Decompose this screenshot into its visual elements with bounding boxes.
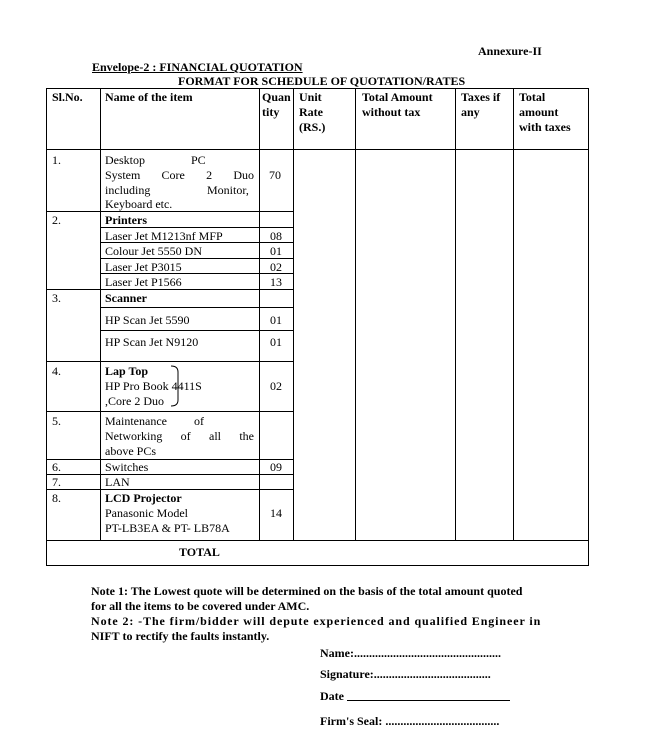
item-text: System Core 2 Duo <box>105 168 254 182</box>
col-header-twt-1: Total <box>519 90 546 104</box>
col-header-taxes-2: any <box>461 105 480 119</box>
item-text: of <box>194 414 204 428</box>
col-header-twt-3: with taxes <box>519 120 571 134</box>
note-1-line-2: for all the items to be covered under AMC. <box>91 599 310 613</box>
item-text: Laser Jet M1213nf MFP <box>105 229 223 243</box>
qty-value: 13 <box>270 275 282 289</box>
note-2-line-2: NIFT to rectify the faults instantly. <box>91 629 270 643</box>
item-text: LAN <box>105 475 130 489</box>
item-text: Laser Jet P3015 <box>105 260 182 274</box>
row-slno: 8. <box>52 491 61 505</box>
item-text: Maintenance <box>105 414 167 428</box>
row-slno: 5. <box>52 414 61 428</box>
total-label: TOTAL <box>179 545 220 559</box>
row-slno: 6. <box>52 460 61 474</box>
item-text: HP Pro Book 4411S <box>105 379 202 393</box>
item-text: above PCs <box>105 444 156 458</box>
item-text: ,Core 2 Duo <box>105 394 164 408</box>
qty-value: 02 <box>270 379 282 393</box>
item-heading: Printers <box>105 213 147 227</box>
item-text: Desktop <box>105 153 145 167</box>
qty-value: 08 <box>270 229 282 243</box>
row-slno: 4. <box>52 364 61 378</box>
date-line <box>347 700 510 701</box>
col-header-qty-2: tity <box>262 105 280 119</box>
bracket-mark-icon <box>168 364 186 408</box>
qty-value: 14 <box>270 506 282 520</box>
col-header-item: Name of the item <box>105 90 193 104</box>
col-header-rate-3: (RS.) <box>299 120 326 134</box>
col-header-taxes-1: Taxes if <box>461 90 501 104</box>
qty-value: 01 <box>270 335 282 349</box>
name-field: Name:................................................. <box>320 646 501 660</box>
col-header-rate-2: Rate <box>299 105 323 119</box>
item-text: Switches <box>105 460 149 474</box>
format-title: FORMAT FOR SCHEDULE OF QUOTATION/RATES <box>178 74 466 88</box>
item-heading: Lap Top <box>105 364 149 378</box>
col-header-rate-1: Unit <box>299 90 322 104</box>
qty-value: 70 <box>269 168 281 182</box>
annexure-label: Annexure-II <box>478 44 542 58</box>
item-heading: Scanner <box>105 291 147 305</box>
item-text: Keyboard etc. <box>105 197 173 211</box>
item-text: PC <box>191 153 206 167</box>
item-text: Laser Jet P1566 <box>105 275 182 289</box>
col-header-total-2: without tax <box>362 105 421 119</box>
item-text: Networking of all the <box>105 429 254 443</box>
col-header-total-1: Total Amount <box>362 90 433 104</box>
date-label: Date <box>320 689 344 703</box>
note-1-line-1: Note 1: The Lowest quote will be determined on the basis of the total amount quoted <box>91 584 523 598</box>
row-slno: 1. <box>52 153 61 167</box>
item-text: including <box>105 183 151 197</box>
col-header-qty-1: Quan <box>262 90 291 104</box>
item-heading: LCD Projector <box>105 491 182 505</box>
item-text: HP Scan Jet 5590 <box>105 313 190 327</box>
row-slno: 3. <box>52 291 61 305</box>
qty-value: 01 <box>270 313 282 327</box>
row-slno: 2. <box>52 213 61 227</box>
item-text: PT-LB3EA & PT- LB78A <box>105 521 230 535</box>
row-slno: 7. <box>52 475 61 489</box>
envelope-title: Envelope-2 : FINANCIAL QUOTATION <box>92 60 303 74</box>
item-text: Panasonic Model <box>105 506 188 520</box>
col-header-twt-2: amount <box>519 105 559 119</box>
qty-value: 09 <box>270 460 282 474</box>
note-2-line-1: Note 2: -The firm/bidder will depute experienced and qualified Engineer in <box>91 614 542 628</box>
qty-value: 01 <box>270 244 282 258</box>
qty-value: 02 <box>270 260 282 274</box>
item-text: Colour Jet 5550 DN <box>105 244 202 258</box>
item-text: Monitor, <box>207 183 249 197</box>
firm-seal-field: Firm's Seal: ...................................... <box>320 714 500 728</box>
col-header-slno: Sl.No. <box>52 90 83 104</box>
item-text: HP Scan Jet N9120 <box>105 335 199 349</box>
signature-field: Signature:....................................... <box>320 667 491 681</box>
